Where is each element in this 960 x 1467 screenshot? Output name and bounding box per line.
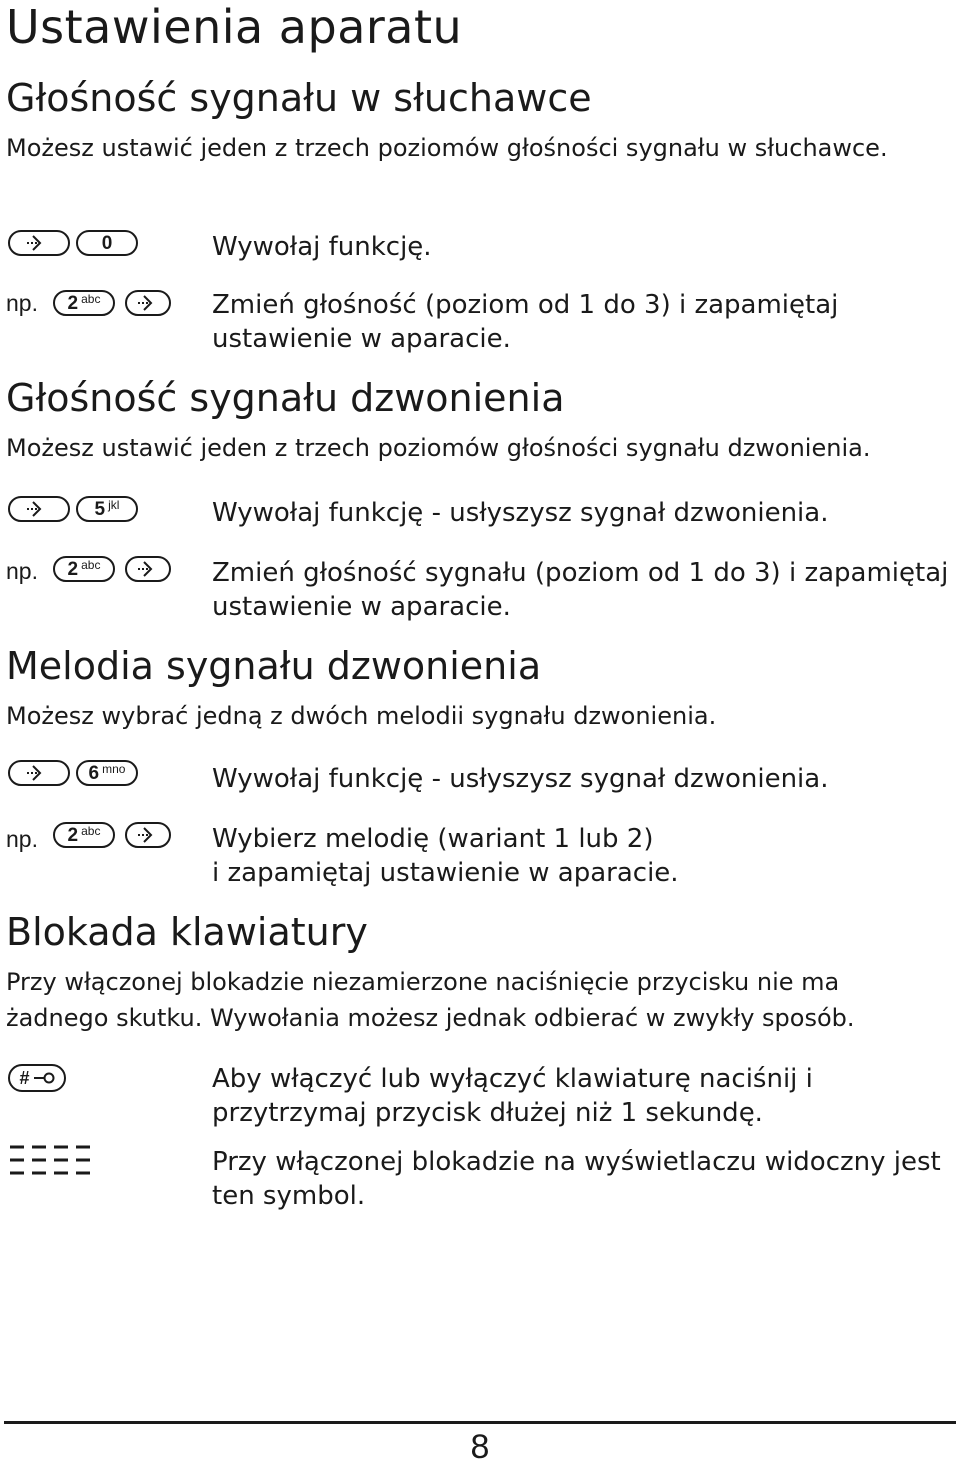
ok-arrow-icon — [135, 825, 161, 845]
key-number: 6 — [88, 762, 100, 784]
key-letters: mno — [102, 762, 126, 776]
menu-arrow-icon — [24, 233, 54, 253]
step-text: Wywołaj funkcję - usłyszysz sygnał dzwonienia. — [212, 764, 829, 794]
menu-arrow-icon — [24, 763, 54, 783]
keypad-lock-display-symbol-icon — [8, 1144, 94, 1176]
key-number: 0 — [101, 232, 113, 254]
section-intro-keypad-lock: Przy włączonej blokadzie niezamierzone naciśnięcie przycisku nie ma żadnego skutku. Wywołania możesz jednak odbierać w zwykły sposób. — [6, 968, 855, 1032]
key-hash-symbol: # — [19, 1068, 30, 1088]
ok-key-icon — [125, 556, 171, 582]
section-intro-ring-volume: Możesz ustawić jeden z trzech poziomów głośności sygnału dzwonienia. — [6, 434, 871, 462]
ok-key-icon — [125, 822, 171, 848]
step-text: Wywołaj funkcję - usłyszysz sygnał dzwonienia. — [212, 498, 829, 528]
example-prefix: np. — [6, 558, 38, 584]
key-number: 2 — [67, 824, 79, 846]
step-text-line1: Wybierz melodię (wariant 1 lub 2) — [212, 824, 654, 854]
ok-arrow-icon — [135, 559, 161, 579]
step-text: Przy włączonej blokadzie na wyświetlaczu widoczny jest ten symbol. — [212, 1147, 941, 1211]
key-letters: abc — [81, 824, 101, 838]
key-letters: jkl — [108, 498, 120, 512]
example-prefix: np. — [6, 290, 38, 316]
hash-lock-key-icon — [8, 1064, 66, 1092]
key-2-icon — [53, 822, 115, 848]
page-number: 8 — [470, 1428, 490, 1466]
menu-key-icon — [8, 230, 70, 256]
key-number: 5 — [94, 498, 106, 520]
section-heading-keypad-lock: Blokada klawiatury — [6, 910, 368, 954]
menu-arrow-icon — [24, 499, 54, 519]
key-number: 2 — [67, 292, 79, 314]
key-6-icon — [76, 760, 138, 786]
section-heading-ring-volume: Głośność sygnału dzwonienia — [6, 376, 565, 420]
menu-key-icon — [8, 760, 70, 786]
section-intro-handset-volume: Możesz ustawić jeden z trzech poziomów głośności sygnału w słuchawce. — [6, 134, 888, 162]
footer-divider — [4, 1421, 956, 1424]
key-letters: abc — [81, 558, 101, 572]
step-text: Zmień głośność sygnału (poziom od 1 do 3) i zapamiętaj ustawienie w aparacie. — [212, 558, 949, 622]
key-0-icon — [76, 230, 138, 256]
key-2-icon — [53, 556, 115, 582]
section-heading-ring-melody: Melodia sygnału dzwonienia — [6, 644, 542, 688]
section-heading-handset-volume: Głośność sygnału w słuchawce — [6, 76, 592, 120]
key-lock-icon — [33, 1071, 55, 1085]
key-number: 2 — [67, 558, 79, 580]
step-text-line2: i zapamiętaj ustawienie w aparacie. — [212, 858, 679, 888]
section-intro-ring-melody: Możesz wybrać jedną z dwóch melodii sygnału dzwonienia. — [6, 702, 717, 730]
key-5-icon — [76, 496, 138, 522]
step-text: Wywołaj funkcję. — [212, 232, 432, 262]
step-text: Zmień głośność (poziom od 1 do 3) i zapamiętaj ustawienie w aparacie. — [212, 290, 839, 354]
key-2-icon — [53, 290, 115, 316]
ok-key-icon — [125, 290, 171, 316]
example-prefix: np. — [6, 826, 38, 852]
menu-key-icon — [8, 496, 70, 522]
ok-arrow-icon — [135, 293, 161, 313]
key-letters: abc — [81, 292, 101, 306]
step-text: Aby włączyć lub wyłączyć klawiaturę naciśnij i przytrzymaj przycisk dłużej niż 1 sekundę. — [212, 1064, 813, 1128]
page-title: Ustawienia aparatu — [6, 0, 463, 54]
